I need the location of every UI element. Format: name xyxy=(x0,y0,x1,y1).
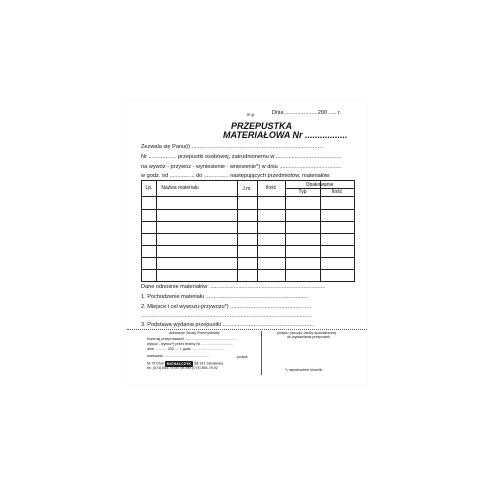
table-row-line xyxy=(142,209,354,210)
date-line: Dnia .................... 200 ..... r. xyxy=(272,110,342,116)
header-opakowanie: Opakowanie xyxy=(305,182,334,188)
header-nazwa: Nazwa materiału xyxy=(161,185,199,191)
field-godz: w godz. od ................ do ................ następujących przedmiotów, materiałów: xyxy=(141,173,331,179)
materials-table xyxy=(141,180,355,282)
imprint-phone: tel. (074) 855-79-90, tel./fax (074) 855-79-92 xyxy=(147,366,218,370)
form-title-line1: PRZEPUSTKA xyxy=(231,121,293,131)
header-lp: Lp. xyxy=(145,185,153,191)
table-row-line xyxy=(142,245,354,246)
table-row-line xyxy=(142,233,354,234)
header-ilosc: Ilość xyxy=(265,185,277,191)
table-header-bottom xyxy=(142,196,354,197)
material-pass-form xyxy=(127,100,367,384)
adnotacje-header: Adnotacje Straży Przemysłowej xyxy=(169,331,220,335)
header-opak-ilosc: Ilość xyxy=(331,189,343,195)
form-title-line2: MATERIAŁOWA Nr ................. xyxy=(223,130,348,140)
wartownik-line: wartownik ............................................. xyxy=(147,354,209,358)
imprint-code: M-75 xyxy=(147,361,156,366)
section-divider-vertical xyxy=(261,331,262,375)
table-row-line xyxy=(142,221,354,222)
dane-header: Dane odnośnie materiałów: .......................................................................... xyxy=(141,284,326,290)
dane-miejsce: 2. Miejsce i cel wywozu-przywozu*) .................................................... xyxy=(141,304,312,310)
dnia-godz-line: dnia ............ 200..... r. godz. ................................ xyxy=(147,347,225,351)
imprint-city: 58-141 Sieniawka xyxy=(194,361,223,366)
authorized-signature-line1: podpis i pieczęć osoby upoważnionej xyxy=(277,331,337,335)
table-row-line xyxy=(142,269,354,270)
podpis-label: podpis xyxy=(237,355,248,359)
footnote: *) niepotrzebne skreślić xyxy=(285,368,323,372)
corner-mark: m.p. xyxy=(247,112,256,117)
authorized-signature-line2: do wystawiania przepustek xyxy=(287,335,330,339)
header-typ: Typ xyxy=(298,189,307,195)
table-row-line xyxy=(142,257,354,258)
field-nr: Nr .................. przepustki osobowej, zatrudnionemu w .......................................... xyxy=(141,154,342,160)
field-wywoz: na wywóz - przywóz - wyniesienie - wniesienie*) w dniu ........................................ xyxy=(141,164,342,170)
header-jm: J.m. xyxy=(242,186,252,192)
field-zezwala: Zezwala się Panu(i) ..................................................................................... xyxy=(141,144,324,150)
section-divider xyxy=(127,329,367,330)
imprint-druk: Druk xyxy=(156,361,164,366)
kontrole-line: Kontrolę przeprowadził ................................................... xyxy=(147,337,236,341)
publisher-logo: MICHALCZYK xyxy=(166,361,192,366)
dane-pochodzenie: 1. Pochodzenie materiału .................................................................. xyxy=(141,294,309,300)
dane-miejsce-cont: .............................................................................................................. xyxy=(141,313,312,319)
dane-podstawa: 3. Podstawa wydania przepustki ........................................................... xyxy=(141,322,315,328)
wywoz-brama-line: wywóz - wywóz*) przez bramę Nr ................................ xyxy=(147,342,234,346)
